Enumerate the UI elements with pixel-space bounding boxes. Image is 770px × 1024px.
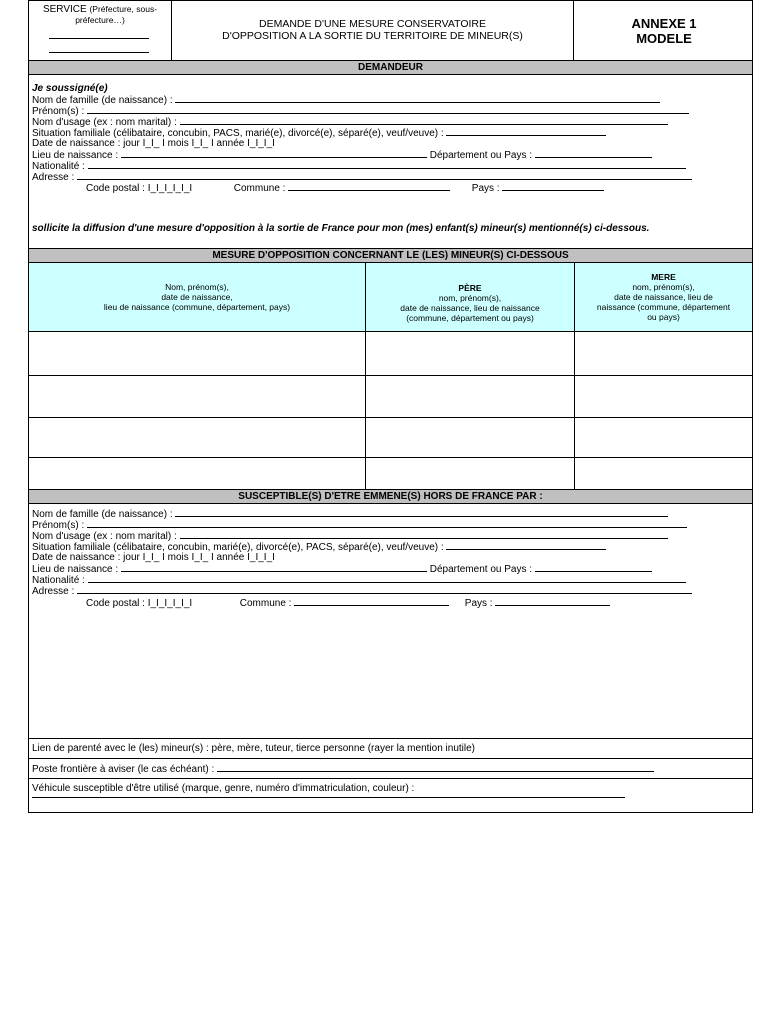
field-label: Situation familiale (célibataire, concubin, marié(e), divorcé(e), PACS, séparé(e), veuf/veuve) : [32,542,444,553]
table-cell[interactable] [575,376,752,417]
field-label: Adresse : [32,586,75,597]
col-header-line: date de naissance, [161,292,233,302]
field-label: Nom de famille (de naissance) : [32,95,173,106]
annex-model: MODELE [636,31,692,46]
form-frame [28,0,753,813]
vehicule[interactable]: Véhicule susceptible d'être utilisé (marque, genre, numéro d'immatriculation, couleur) : [32,783,415,794]
soussigne-label: Je soussigné(e) [32,83,108,94]
service-blank-1[interactable] [49,38,149,39]
table-cell[interactable] [366,376,574,417]
field-label: Code postal : I_I_I_I_I_I [86,598,193,609]
table-cell[interactable] [575,332,752,375]
table-cell[interactable] [575,458,752,489]
service-blank-2[interactable] [49,52,149,53]
title-line-1: DEMANDE D'UNE MESURE CONSERVATOIRE [258,18,486,30]
field-label: Pays : [471,183,500,194]
col-header-line: nom, prénom(s), [438,293,502,303]
field-label: Lieu de naissance : [32,150,119,161]
col-header-minor [29,282,365,312]
field-label: Nom de famille (de naissance) : [32,509,173,520]
field-label: Nationalité : [32,575,85,586]
demandeur-band: DEMANDEUR [29,60,752,75]
annex-number: ANNEXE 1 [631,16,697,31]
table-cell[interactable] [29,376,365,417]
mesure-band: MESURE D'OPPOSITION CONCERNANT LE (LES) MINEUR(S) CI-DESSOUS [29,248,752,263]
table-cell[interactable] [575,418,752,457]
emmene-band: SUSCEPTIBLE(S) D'ETRE EMMENE(S) HORS DE FRANCE PAR : [29,489,752,504]
col-header-line: date de naissance, lieu de naissance [400,303,540,313]
col-header-line: Nom, prénom(s), [165,282,229,292]
blank-line[interactable] [446,127,606,136]
blank-line[interactable] [121,149,427,158]
col-header-line: lieu de naissance (commune, département, pays) [103,302,291,312]
col-header-father [366,283,574,323]
annex-block [574,16,754,46]
col-header-title: PÈRE [458,283,482,293]
table-cell[interactable] [366,332,574,375]
emmene-code-postal[interactable] [86,597,610,609]
footer-divider [29,738,752,739]
field-label: Poste frontière à aviser (le cas échéant) : [32,764,215,775]
col-header-line: ou pays) [647,312,680,322]
col-header-line: (commune, département ou pays) [406,313,534,323]
service-label: SERVICE [42,4,87,15]
footer-divider [29,758,752,759]
emmene-date-naissance[interactable]: Date de naissance : jour I_I_ I mois I_I_ I année I_I_I_I [32,552,275,563]
field-label: Pays : [464,598,493,609]
document-title [172,18,573,42]
col-header-line: date de naissance, lieu de [614,292,713,302]
col-header-mother [575,272,752,322]
field-label: Nationalité : [32,161,85,172]
blank-line[interactable] [77,171,692,180]
blank-line[interactable] [288,182,450,191]
blank-line[interactable] [180,530,668,539]
blank-line[interactable] [175,508,668,517]
table-cell[interactable] [29,332,365,375]
field-label: Nom d'usage (ex : nom marital) : [32,531,177,542]
blank-line[interactable] [180,116,668,125]
blank-line[interactable] [77,585,692,594]
table-cell[interactable] [366,458,574,489]
col-header-title: MERE [651,272,676,282]
field-label: Situation familiale (célibataire, concubin, PACS, marié(e), divorcé(e), séparé(e), veuf/veuve) : [32,128,444,139]
blank-line[interactable] [535,563,652,572]
field-label: Département ou Pays : [429,564,533,575]
sollicite-text: sollicite la diffusion d'une mesure d'opposition à la sortie de France pour mon (mes) enfant(s) mineur(s) mentionné(s) ci-dessous. [32,223,650,234]
blank-line[interactable] [535,149,652,158]
blank-line[interactable] [87,105,689,114]
field-label: Code postal : I_I_I_I_I_I [86,183,193,194]
blank-line[interactable] [121,563,427,572]
table-cell[interactable] [29,458,365,489]
blank-line[interactable] [446,541,606,550]
blank-line[interactable] [175,94,660,103]
vehicule-blank-line[interactable] [32,797,625,798]
field-label: Commune : [233,183,286,194]
blank-line[interactable] [88,160,686,169]
col-header-line: naissance (commune, département [596,302,731,312]
table-cell[interactable] [366,418,574,457]
col-header-line: nom, prénom(s), [632,282,695,292]
blank-line[interactable] [502,182,604,191]
lien-parente[interactable]: Lien de parenté avec le (les) mineur(s) : père, mère, tuteur, tierce personne (rayer la mention inutile) [32,743,475,754]
table-cell[interactable] [29,418,365,457]
blank-line[interactable] [88,574,686,583]
footer-divider [29,778,752,779]
emmene-adresse[interactable] [32,585,692,597]
demandeur-date-naissance[interactable]: Date de naissance : jour I_I_ I mois I_I_ I année I_I_I_I [32,138,275,149]
blank-line[interactable] [217,763,654,772]
field-label: Prénom(s) : [32,520,85,531]
field-label: Nom d'usage (ex : nom marital) : [32,117,177,128]
blank-line[interactable] [87,519,687,528]
service-sub: (Préfecture, sous-préfecture…) [75,4,158,25]
field-label: Commune : [239,598,292,609]
poste-frontiere[interactable] [32,763,654,775]
service-block [29,4,171,26]
field-label: Prénom(s) : [32,106,85,117]
blank-line[interactable] [495,597,610,606]
field-label: Lieu de naissance : [32,564,119,575]
field-label: Adresse : [32,172,75,183]
field-label: Département ou Pays : [429,150,533,161]
title-line-2: D'OPPOSITION A LA SORTIE DU TERRITOIRE DE MINEUR(S) [222,30,523,42]
blank-line[interactable] [294,597,449,606]
demandeur-code-postal[interactable] [86,182,604,194]
